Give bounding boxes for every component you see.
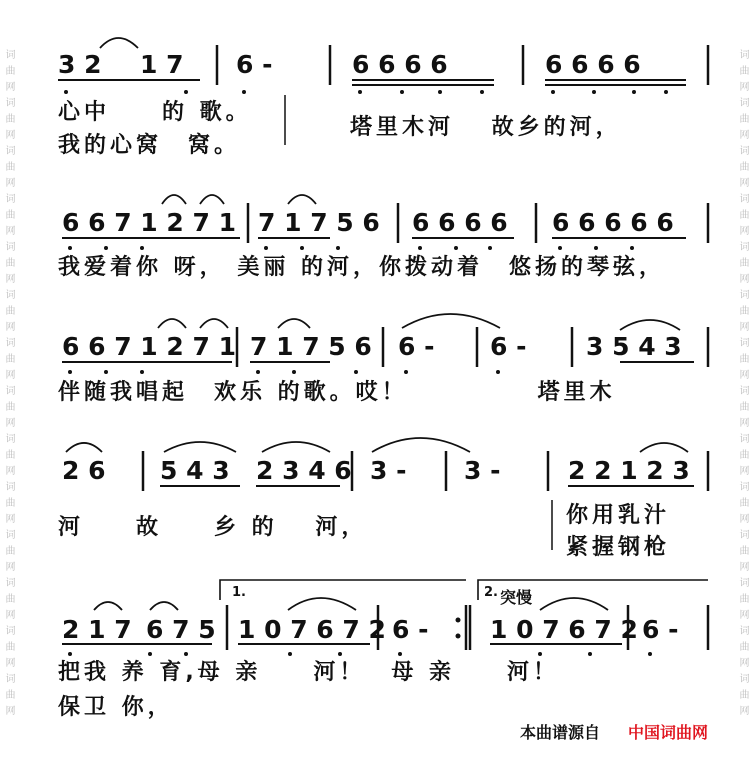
note-group: 6 - (642, 615, 679, 644)
volta-brackets (220, 580, 708, 600)
site-name-link[interactable]: 中国词曲网 (628, 723, 709, 742)
lyric-line: 伴随我唱起 欢乐 的歌。哎！ 塔里木 (58, 380, 616, 405)
lyric-line: 我的心窝 窝。 (58, 133, 241, 158)
octave-dots (64, 90, 671, 656)
watermark-left: 词曲网词曲网词曲网词曲网词曲网词曲网词曲网词曲网词曲网词曲网词曲网词曲网词曲网词曲网 (3, 48, 14, 721)
note-group: 2 2 1 2 3 (568, 456, 690, 485)
lyric-line: 我爱着你 呀， 美丽 的河，你拨动着 悠扬的琴弦， (58, 255, 665, 280)
note-group: 6 7 5 (146, 615, 216, 644)
lyric-line: 河 故 乡 的 河， (58, 515, 368, 540)
lyric-line: 把我 养 育,母 亲 河！ 母 亲 河！ (58, 660, 559, 685)
note-group: 6 6 6 6 (545, 50, 641, 79)
lyric-line: 紧握钢枪 (566, 535, 671, 560)
lyric-brackets (285, 95, 552, 550)
note-group: 1 7 (140, 50, 184, 79)
lyric-line: 保卫 你， (58, 695, 174, 720)
note-group: 3 - (464, 456, 501, 485)
note-group: 1 0 7 6 7 2 (238, 615, 386, 644)
volta-1-label: 1. (232, 585, 246, 600)
note-group: 5 4 3 (160, 456, 230, 485)
note-group: 6 - (392, 615, 429, 644)
note-group: 7 1 7 5 6 (258, 208, 380, 237)
note-group: 2 6 (62, 456, 106, 485)
note-group: 6 6 7 1 2 7 1 (62, 208, 236, 237)
repeat-dots (456, 618, 461, 639)
note-group: 3 5 4 3 (586, 332, 682, 361)
note-group: 2 3 4 6 (256, 456, 352, 485)
lyric-line: 心中 的 歌。 (58, 100, 252, 125)
note-group: 7 1 7 5 6 (250, 332, 372, 361)
underlines (58, 80, 694, 644)
source-credit-label: 本曲谱源自 (520, 723, 601, 742)
volta-2-label: 2. (484, 585, 498, 600)
note-group: 6 6 6 6 (352, 50, 448, 79)
note-group: 6 6 6 6 6 (552, 208, 674, 237)
bar-lines (143, 45, 708, 650)
note-group: 6 6 7 1 2 7 1 (62, 332, 236, 361)
note-group: 3 - (370, 456, 407, 485)
note-group: 6 6 6 6 (412, 208, 508, 237)
note-group: 6 - (398, 332, 435, 361)
lyric-line: 你用乳汁 (566, 503, 671, 528)
tempo-marking: 突慢 (500, 588, 533, 607)
slurs (66, 38, 688, 610)
watermark-right: 词曲网词曲网词曲网词曲网词曲网词曲网词曲网词曲网词曲网词曲网词曲网词曲网词曲网词曲网 (737, 48, 748, 721)
note-group: 6 - (236, 50, 273, 79)
note-group: 6 - (490, 332, 527, 361)
lyric-line: 塔里木河 故乡的河， (350, 115, 622, 140)
note-group: 2 1 7 (62, 615, 132, 644)
note-group: 1 0 7 6 7 2 (490, 615, 638, 644)
note-group: 3 2 (58, 50, 102, 79)
